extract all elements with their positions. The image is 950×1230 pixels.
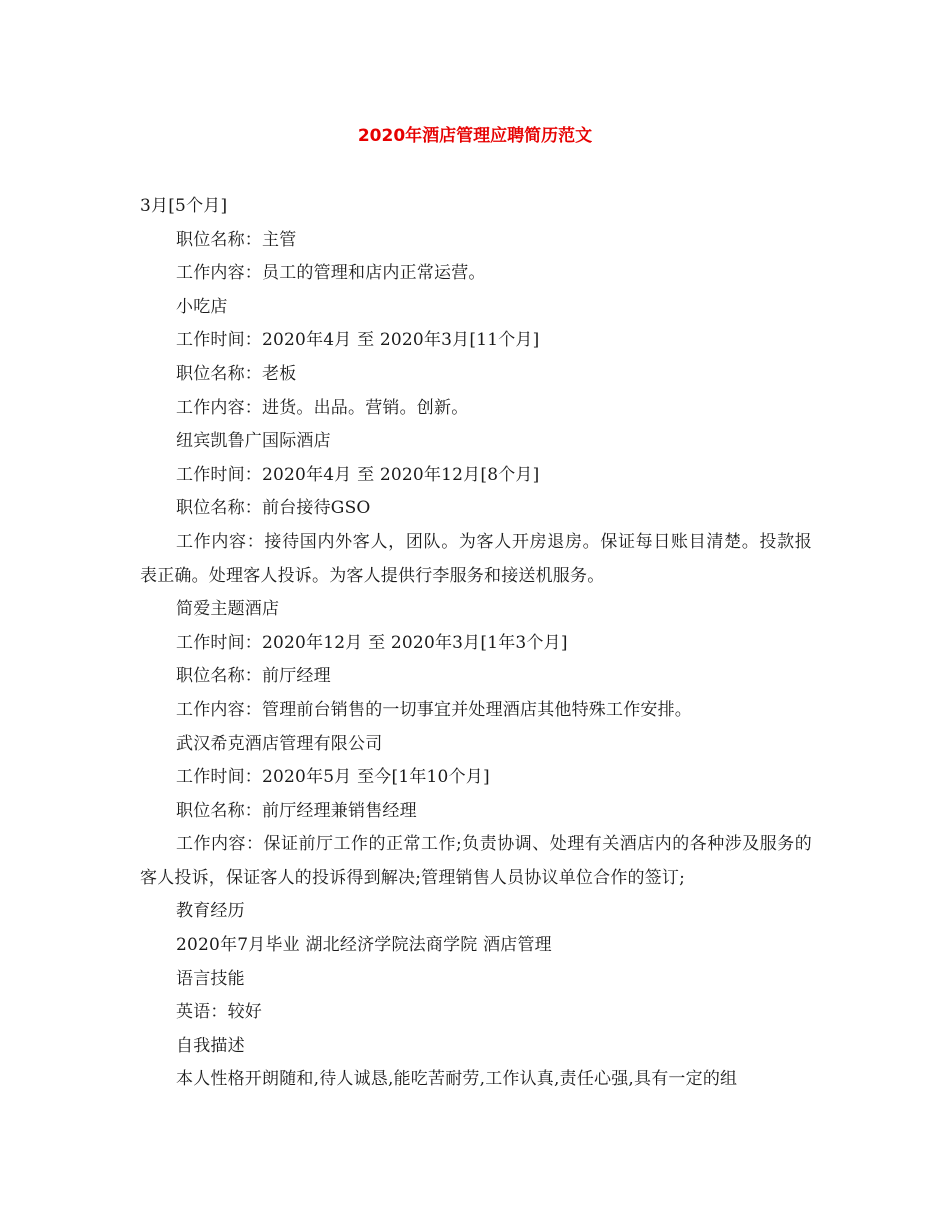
text-line: 工作内容：进货。出品。营销。创新。 (176, 397, 469, 418)
text-line: 工作内容：员工的管理和店内正常运营。 (176, 263, 486, 284)
text-line: 英语：较好 (176, 1002, 262, 1023)
text-line: 简爱主题酒店 (176, 599, 280, 620)
text-line: 职位名称：前台接待GSO (176, 498, 371, 519)
text-line: 工作内容：管理前台销售的一切事宜并处理酒店其他特殊工作安排。 (176, 699, 692, 720)
text-line: 教育经历 (176, 901, 245, 922)
text-line: 2020年7月毕业 湖北经济学院法商学院 酒店管理 (176, 935, 552, 956)
text-line: 工作时间：2020年4月 至 2020年3月[11个月] (176, 330, 540, 351)
text-line: 本人性格开朗随和,待人诚恳,能吃苦耐劳,工作认真,责任心强,具有一定的组 (176, 1069, 738, 1090)
text-line: 工作时间：2020年4月 至 2020年12月[8个月] (176, 464, 540, 485)
text-line: 职位名称：前厅经理兼销售经理 (176, 800, 417, 821)
text-line: 武汉希克酒店管理有限公司 (176, 733, 383, 754)
text-line: 职位名称：主管 (176, 229, 297, 250)
text-line: 自我描述 (176, 1035, 245, 1056)
text-line: 工作内容：接待国内外客人，团队。为客人开房退房。保证每日账目清楚。投款报表正确。处理客人投诉。为客人提供行李服务和接送机服务。 (140, 531, 812, 586)
text-line: 工作时间：2020年12月 至 2020年3月[1年3个月] (176, 632, 568, 653)
text-line: 职位名称：老板 (176, 363, 297, 384)
text-line: 工作内容：保证前厅工作的正常工作;负责协调、处理有关酒店内的各种涉及服务的客人投诉，保证客人的投诉得到解决;管理销售人员协议单位合作的签订; (140, 834, 812, 888)
text-line: 纽宾凯鲁广国际酒店 (176, 431, 331, 452)
text-line: 语言技能 (176, 968, 245, 989)
document-title: 2020年酒店管理应聘简历范文 (357, 126, 593, 146)
document-body (140, 190, 812, 1097)
text-line: 职位名称：前厅经理 (176, 666, 331, 687)
text-line: 小吃店 (176, 296, 228, 317)
text-line: 工作时间：2020年5月 至今[1年10个月] (176, 767, 490, 788)
text-line: 3月[5个月] (140, 196, 228, 216)
